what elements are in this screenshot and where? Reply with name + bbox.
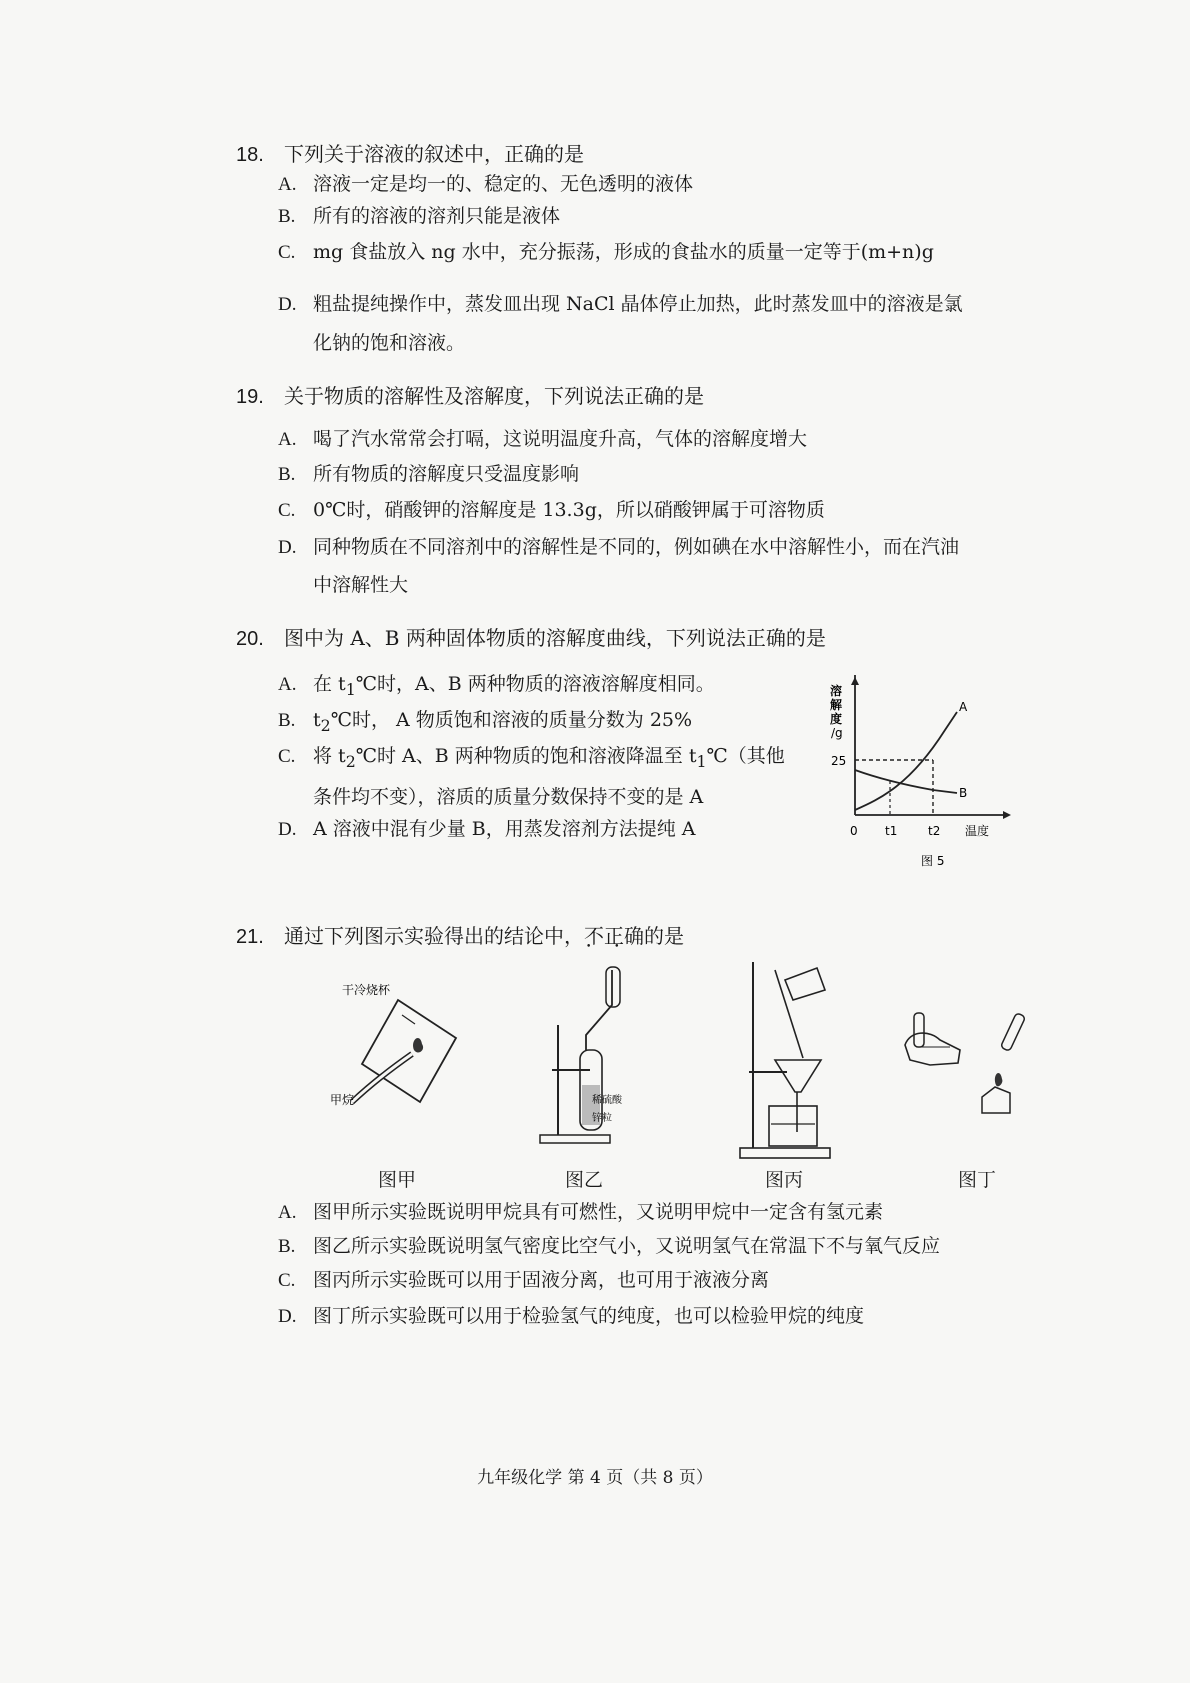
q21-option-a: A. 图甲所示实验既说明甲烷具有可燃性，又说明甲烷中一定含有氢元素 bbox=[278, 1201, 884, 1223]
series-a-label: A bbox=[959, 700, 968, 714]
acid-label: 稀硫酸 bbox=[592, 1095, 622, 1106]
tilted-beaker bbox=[362, 1000, 456, 1102]
figure-label-bing: 图丙 bbox=[765, 1169, 804, 1191]
q20-option-a: A. 在 $t_1℃$时，A、B 两种物质的溶液溶解度相同。 bbox=[278, 673, 715, 699]
q21-option-d: D. 图丁所示实验既可以用于检验氢气的纯度，也可以检验甲烷的纯度 bbox=[278, 1305, 865, 1327]
funnel bbox=[775, 1060, 821, 1092]
figure-jia-apparatus bbox=[330, 980, 480, 1120]
flame bbox=[413, 1038, 423, 1053]
q18-option-b: B. 所有的溶液的溶剂只能是液体 bbox=[278, 205, 561, 227]
inverted-tube bbox=[1000, 1013, 1025, 1052]
x-tick-t2: t2 bbox=[928, 824, 941, 838]
figure-yi-apparatus bbox=[530, 965, 650, 1155]
question-20-stem: 20. 图中为 A、B 两种固体物质的溶解度曲线，下列说法正确的是 bbox=[236, 626, 826, 650]
pouring-beaker bbox=[785, 968, 825, 1000]
ylabel-unit: /g bbox=[831, 726, 843, 740]
question-19-stem: 19. 关于物质的溶解性及溶解度，下列说法正确的是 bbox=[236, 384, 704, 408]
q21-option-b: B. 图乙所示实验既说明氢气密度比空气小，又说明氢气在常温下不与氧气反应 bbox=[278, 1235, 941, 1257]
emphasized-word: 不正确 • • bbox=[584, 924, 644, 948]
figure-label-jia: 图甲 bbox=[378, 1169, 417, 1191]
q18-option-a: A. 溶液一定是均一的、稳定的、无色透明的液体 bbox=[278, 173, 694, 195]
ylabel-char: 度 bbox=[830, 712, 843, 726]
q19-option-d-continuation: 中溶解性大 bbox=[313, 574, 409, 596]
question-number: 18. bbox=[236, 144, 264, 166]
solubility-chart bbox=[825, 675, 1035, 875]
beaker bbox=[769, 1106, 817, 1146]
collection-tube bbox=[606, 967, 620, 1007]
question-21-stem: 21. 通过下列图示实验得出的结论中，不正确 • •的是 bbox=[236, 920, 684, 949]
q20-option-d: D. A 溶液中混有少量 B，用蒸发溶剂方法提纯 A bbox=[278, 818, 696, 840]
figure-ding-apparatus bbox=[900, 1005, 1030, 1145]
ylabel-char: 解 bbox=[830, 698, 843, 712]
series-b-label: B bbox=[959, 786, 968, 800]
zinc-label: 锌粒 bbox=[592, 1113, 612, 1124]
x-tick-t1: t1 bbox=[885, 824, 898, 838]
q20-option-c: C. 将 $t_2℃$时 A、B 两种物质的饱和溶液降温至 $t_1℃$（其他 bbox=[278, 745, 785, 771]
series-b-line bbox=[855, 770, 957, 793]
q18-option-d: D. 粗盐提纯操作中，蒸发皿出现 NaCl 晶体停止加热，此时蒸发皿中的溶液是氯 bbox=[278, 293, 963, 315]
page-footer: 九年级化学 第 4 页（共 8 页） bbox=[477, 1468, 713, 1488]
question-number: 21. bbox=[236, 926, 264, 948]
q19-option-c: C. 0℃时，硝酸钾的溶解度是 13.3g，所以硝酸钾属于可溶物质 bbox=[278, 499, 825, 521]
q19-option-d: D. 同种物质在不同溶剂中的溶解性是不同的，例如碘在水中溶解性小，而在汽油 bbox=[278, 536, 960, 558]
beaker-label: 干冷烧杯 bbox=[342, 983, 391, 997]
series-a-line bbox=[855, 712, 957, 810]
q20-option-c-continuation: 条件均不变），溶质的质量分数保持不变的是 A bbox=[313, 786, 704, 808]
delivery-tube bbox=[586, 970, 612, 1050]
figure-bing-apparatus bbox=[735, 960, 855, 1160]
glass-rod bbox=[775, 970, 803, 1058]
y-tick-25: 25 bbox=[831, 754, 847, 768]
test-tube-in-hand bbox=[914, 1013, 924, 1047]
x-axis-label: 温度 bbox=[965, 824, 990, 838]
question-18-stem: 18. 下列关于溶液的叙述中，正确的是 bbox=[236, 142, 584, 166]
ylabel-char: 溶 bbox=[830, 684, 843, 698]
lamp-flame bbox=[995, 1073, 1003, 1086]
x-tick-origin: 0 bbox=[850, 824, 858, 838]
alcohol-lamp bbox=[982, 1087, 1010, 1113]
question-number: 19. bbox=[236, 386, 264, 408]
chart-caption: 图 5 bbox=[921, 854, 945, 868]
figure-label-yi: 图乙 bbox=[565, 1169, 604, 1191]
q20-option-b: B. $t_2℃$时， A 物质饱和溶液的质量分数为 25% bbox=[278, 709, 693, 735]
q18-option-c: C. mg 食盐放入 ng 水中，充分振荡，形成的食盐水的质量一定等于(m+n)g bbox=[278, 241, 934, 263]
stand-base bbox=[740, 1148, 830, 1158]
q19-option-a: A. 喝了汽水常常会打嗝，这说明温度升高，气体的溶解度增大 bbox=[278, 428, 808, 450]
figure-label-ding: 图丁 bbox=[958, 1169, 997, 1191]
q21-option-c: C. 图丙所示实验既可以用于固液分离，也可用于液液分离 bbox=[278, 1269, 770, 1291]
q19-option-b: B. 所有物质的溶解度只受温度影响 bbox=[278, 463, 580, 485]
q18-option-d-continuation: 化钠的饱和溶液。 bbox=[313, 332, 466, 354]
stand-base bbox=[540, 1135, 610, 1143]
gas-label: 甲烷 bbox=[330, 1093, 355, 1107]
question-number: 20. bbox=[236, 628, 264, 650]
